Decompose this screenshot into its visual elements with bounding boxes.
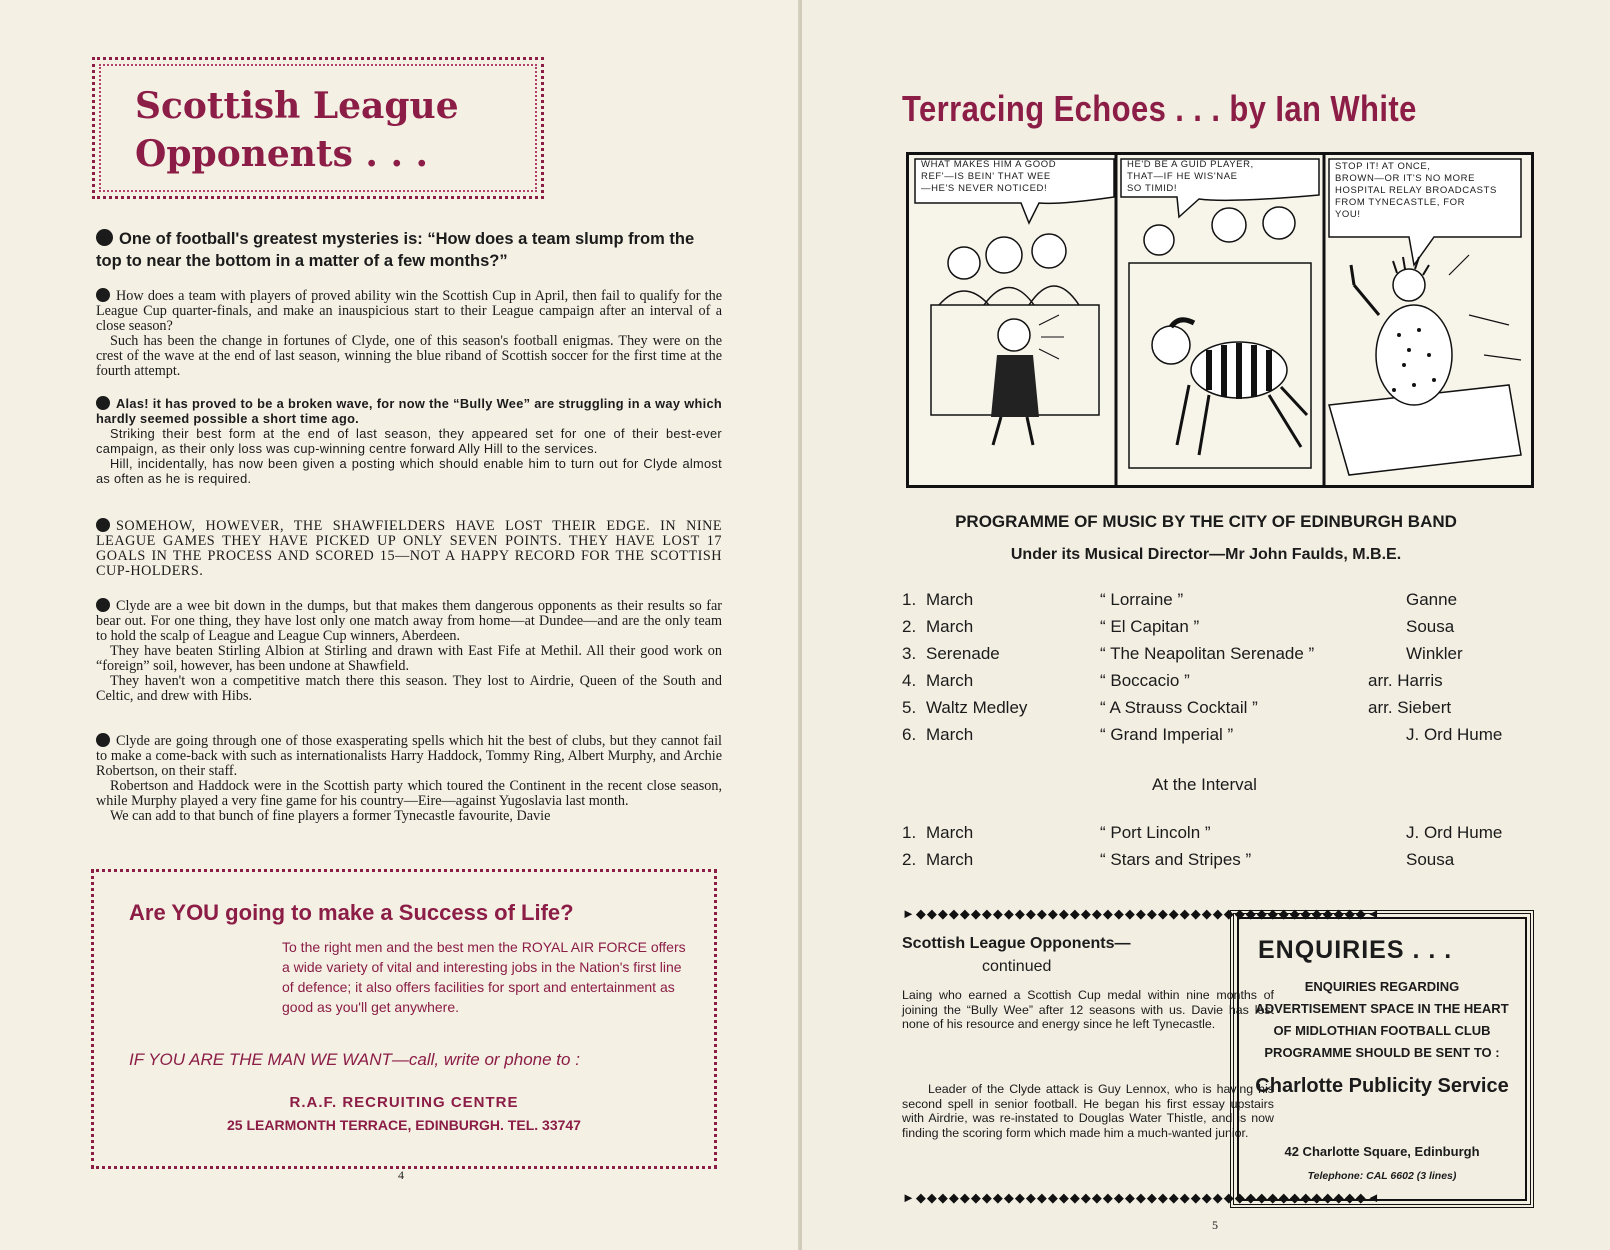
cartoon-bubble-2 bbox=[1127, 159, 1254, 195]
paragraph-text: Laing who earned a Scottish Cup medal within nine months of joining the “Bully Wee” after 12 seasons with us. Davie has lost none of his resource and energy since he left Tynecastle. bbox=[902, 988, 1274, 1031]
paragraph-5 bbox=[96, 733, 722, 824]
title-line-2: Opponents . . . bbox=[135, 133, 429, 175]
continued-heading: Scottish League Opponents— bbox=[902, 935, 1131, 952]
paragraph-4 bbox=[96, 598, 722, 704]
item-type: March bbox=[926, 850, 974, 869]
ornament-divider: ►◆◆◆◆◆◆◆◆◆◆◆◆◆◆◆◆◆◆◆◆◆◆◆◆◆◆◆◆◆◆◆◆◆◆◆◆◆◆◆◆◆◄ bbox=[902, 906, 1381, 921]
bubble-line: BROWN—OR IT'S NO MORE bbox=[1335, 173, 1476, 184]
paragraph-2 bbox=[96, 396, 722, 486]
item-type: March bbox=[926, 823, 974, 842]
bubble-line: HE'D BE A GUID PLAYER, bbox=[1127, 159, 1254, 170]
item-composer: Winkler bbox=[1406, 644, 1463, 663]
programme-item bbox=[802, 644, 1610, 671]
item-composer: arr. Harris bbox=[1368, 671, 1443, 690]
paragraph-text: Hill, incidentally, has now been given a posting which should enable him to turn out for Clyde almost as often as he is required. bbox=[96, 456, 722, 486]
paragraph-text: Leader of the Clyde attack is Guy Lennox, who is having his second spell in senior football. He began his first essay upstairs with Airdrie, was re-instated to Douglas Water Thistle, and is now finding the scoring form which made him a much-wanted junior. bbox=[902, 1082, 1274, 1140]
bullet-icon bbox=[96, 229, 113, 246]
bubble-line: —HE'S NEVER NOTICED! bbox=[921, 183, 1048, 194]
bullet-icon bbox=[96, 733, 110, 747]
bullet-icon bbox=[96, 598, 110, 612]
item-composer: arr. Siebert bbox=[1368, 698, 1452, 717]
page-number-right: 5 bbox=[1212, 1218, 1218, 1232]
item-title: “ A Strauss Cocktail ” bbox=[1100, 698, 1258, 717]
item-composer: J. Ord Hume bbox=[1406, 823, 1503, 842]
page-number-left: 4 bbox=[398, 1168, 404, 1182]
bubble-line: HOSPITAL RELAY BROADCASTS bbox=[1335, 185, 1497, 196]
raf-call: IF YOU ARE THE MAN WE WANT—call, write or phone to : bbox=[129, 1050, 580, 1069]
item-type: March bbox=[926, 590, 974, 609]
programme-subheading: Under its Musical Director—Mr John Faulds, M.B.E. bbox=[1010, 546, 1402, 563]
item-title: “ The Neapolitan Serenade ” bbox=[1100, 644, 1315, 663]
enquiries-body: ENQUIRIES REGARDING ADVERTISEMENT SPACE IN THE HEART OF MIDLOTHIAN FOOTBALL CLUB PROGRAMME SHOULD BE SENT TO : bbox=[1255, 979, 1509, 1060]
item-type: March bbox=[926, 617, 974, 636]
item-title: “ Lorraine ” bbox=[1100, 590, 1184, 609]
page-title bbox=[135, 82, 459, 178]
bubble-line: THAT—IF HE WIS'NAE bbox=[1127, 171, 1238, 182]
paragraph-text: Alas! it has proved to be a broken wave, for now the “Bully Wee” are struggling in a way which hardly seemed possible a short time ago. bbox=[96, 396, 722, 426]
programme-item bbox=[802, 850, 1610, 877]
continued-subheading: continued bbox=[982, 958, 1052, 975]
paragraph-text: They have beaten Stirling Albion at Stirling and drawn with East Fife at Methil. All their good work on “foreign” soil, however, has been undone at Shawfield. bbox=[96, 643, 722, 674]
interval-label: At the Interval bbox=[1152, 775, 1257, 794]
cartoon-bubble-3 bbox=[1335, 161, 1497, 221]
cartoon-bubble-1 bbox=[921, 159, 1056, 195]
bullet-icon bbox=[96, 518, 110, 532]
item-composer: Ganne bbox=[1406, 590, 1458, 609]
section-title: Terracing Echoes . . . by Ian White bbox=[902, 88, 1417, 130]
item-number: 2. bbox=[902, 617, 917, 636]
paragraph-text: Clyde are a wee bit down in the dumps, but that makes them dangerous opponents as their results so far bear out. For one thing, they have lost only one match away from home—at Dundee—and are the only team to hold the scalp of League and League Cup winners, Aberdeen. bbox=[96, 598, 722, 644]
item-type: March bbox=[926, 725, 974, 744]
paragraph-text: SOMEHOW, HOWEVER, THE SHAWFIELDERS HAVE LOST THEIR EDGE. IN NINE LEAGUE GAMES THEY HAVE PICKED UP ONLY SEVEN POINTS. THEY HAVE LOST 17 GOALS IN THE PROCESS AND SCORED 15—NOT A HAPPY RECORD FOR THE SCOTTISH CUP-HOLDERS. bbox=[96, 518, 722, 579]
item-title: “ El Capitan ” bbox=[1100, 617, 1200, 636]
intro-paragraph bbox=[96, 228, 722, 272]
item-number: 1. bbox=[902, 823, 917, 842]
paragraph-text: Robertson and Haddock were in the Scottish party which toured the Continent in the recent close season, while Murphy played a very fine game for his country—Eire—against Yugoslavia last month. bbox=[96, 778, 722, 809]
programme-item bbox=[802, 725, 1610, 752]
paragraph-text: Clyde are going through one of those exasperating spells which hit the best of clubs, but they cannot fail to make a come-back with such as internationalists Harry Haddock, Tommy Ring, Albert Murphy, and Archie Robertson, on their staff. bbox=[96, 733, 722, 779]
item-title: “ Boccacio ” bbox=[1100, 671, 1190, 690]
raf-question: Are YOU going to make a Success of Life? bbox=[129, 900, 574, 925]
programme-item bbox=[802, 590, 1610, 617]
bullet-icon bbox=[96, 288, 110, 302]
bubble-line: FROM TYNECASTLE, FOR bbox=[1335, 197, 1466, 208]
bubble-line: SO TIMID! bbox=[1127, 183, 1178, 194]
intro-text: One of football's greatest mysteries is: “How does a team slump from the top to near the bottom in a matter of a few months?” bbox=[96, 230, 695, 270]
publicity-phone: Telephone: CAL 6602 (3 lines) bbox=[1307, 1170, 1457, 1182]
programme-item bbox=[802, 698, 1610, 725]
item-composer: J. Ord Hume bbox=[1406, 725, 1503, 744]
continued-paragraph-2 bbox=[902, 1082, 1274, 1140]
title-box bbox=[92, 57, 544, 199]
bubble-line: REF'—IS BEIN' THAT WEE bbox=[921, 171, 1051, 182]
paragraph-text: We can add to that bunch of fine players a former Tynecastle favourite, Davie bbox=[110, 808, 551, 824]
programme-item bbox=[802, 671, 1610, 698]
programme-item bbox=[802, 617, 1610, 644]
right-page bbox=[802, 0, 1610, 1250]
continued-paragraph-1 bbox=[902, 988, 1274, 1032]
item-number: 1. bbox=[902, 590, 917, 609]
item-title: “ Port Lincoln ” bbox=[1100, 823, 1211, 842]
raf-advert bbox=[91, 869, 717, 1169]
programme-heading: PROGRAMME OF MUSIC BY THE CITY OF EDINBURGH BAND bbox=[955, 512, 1457, 531]
item-title: “ Grand Imperial ” bbox=[1100, 725, 1234, 744]
item-number: 2. bbox=[902, 850, 917, 869]
paragraph-3 bbox=[96, 518, 722, 579]
paragraph-text: Such has been the change in fortunes of Clyde, one of this season's football enigmas. They were on the crest of the wave at the end of last season, winning the blue riband of Scottish soccer for the first time at the fourth attempt. bbox=[96, 333, 722, 379]
programme-item bbox=[802, 823, 1610, 850]
paragraph-text: They haven't won a competitive match there this season. They lost to Airdrie, Queen of the South and Celtic, and drew with Hibs. bbox=[96, 673, 722, 704]
item-composer: Sousa bbox=[1406, 617, 1455, 636]
title-line-1: Scottish League bbox=[135, 85, 459, 127]
left-page bbox=[0, 0, 800, 1250]
paragraph-1 bbox=[96, 288, 722, 379]
raf-centre-name: R.A.F. RECRUITING CENTRE bbox=[289, 1094, 519, 1111]
bubble-line: WHAT MAKES HIM A GOOD bbox=[921, 159, 1057, 170]
ornament-divider: ►◆◆◆◆◆◆◆◆◆◆◆◆◆◆◆◆◆◆◆◆◆◆◆◆◆◆◆◆◆◆◆◆◆◆◆◆◆◆◆◆◆◄ bbox=[902, 1190, 1381, 1205]
item-composer: Sousa bbox=[1406, 850, 1455, 869]
bubble-line: YOU! bbox=[1335, 209, 1361, 220]
enquiries-heading: ENQUIRIES . . . bbox=[1258, 936, 1453, 964]
raf-address: 25 LEARMONTH TERRACE, EDINBURGH. TEL. 33747 bbox=[227, 1117, 581, 1133]
item-type: Serenade bbox=[926, 644, 1000, 663]
item-type: Waltz Medley bbox=[926, 698, 1028, 717]
bullet-icon bbox=[96, 396, 110, 410]
cartoon-strip bbox=[906, 152, 1534, 488]
paragraph-text: Striking their best form at the end of last season, they appeared set for one of their best-ever campaign, as their only loss was cup-winning centre forward Ally Hill to the services. bbox=[96, 426, 722, 456]
paragraph-text: How does a team with players of proved ability win the Scottish Cup in April, then fail to qualify for the League Cup quarter-finals, and make an inauspicious start to their League campaign after an interval of a close season? bbox=[96, 288, 722, 334]
item-number: 4. bbox=[902, 671, 917, 690]
item-number: 6. bbox=[902, 725, 917, 744]
item-number: 5. bbox=[902, 698, 917, 717]
enquiries-box bbox=[1230, 910, 1534, 1208]
publicity-address: 42 Charlotte Square, Edinburgh bbox=[1284, 1144, 1480, 1159]
raf-body: To the right men and the best men the ROYAL AIR FORCE offers a wide variety of vital and interesting jobs in the Nation's first line of defence; it also offers facilities for sport and entertainment as good as you'll get anywhere. bbox=[282, 939, 686, 1015]
item-number: 3. bbox=[902, 644, 917, 663]
bubble-line: STOP IT! AT ONCE, bbox=[1335, 161, 1431, 172]
item-title: “ Stars and Stripes ” bbox=[1100, 850, 1252, 869]
item-type: March bbox=[926, 671, 974, 690]
publicity-name: Charlotte Publicity Service bbox=[1255, 1075, 1509, 1097]
